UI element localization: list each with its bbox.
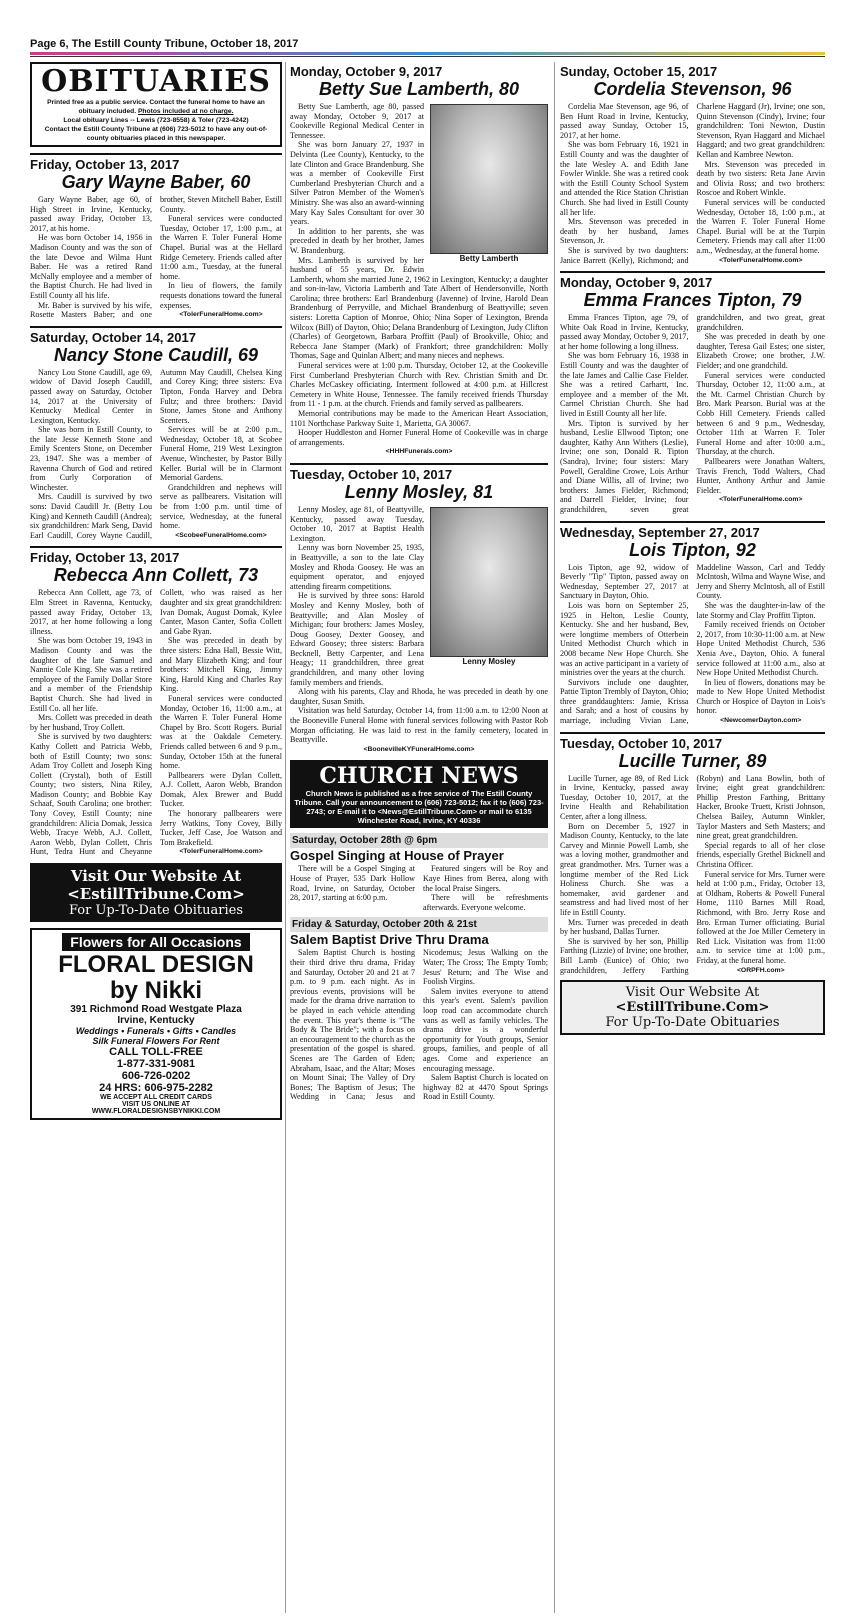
obit-name: Lenny Mosley, 81 bbox=[344, 481, 494, 502]
color-rule bbox=[30, 52, 825, 55]
ad-tollfree-label: CALL TOLL-FREE bbox=[109, 1046, 203, 1059]
column-divider bbox=[554, 62, 555, 1613]
column-left bbox=[30, 62, 282, 1120]
column-middle bbox=[290, 62, 548, 1102]
obit-source: <TolerFuneralHome.com> bbox=[179, 848, 263, 856]
church-event-gospel bbox=[290, 833, 548, 912]
church-event-drama bbox=[290, 917, 548, 1102]
ad-city: Irvine, Kentucky bbox=[117, 1015, 195, 1027]
obit-source: <ScobeeFuneralHome.com> bbox=[175, 531, 267, 539]
church-news-title: CHURCH NEWS bbox=[319, 763, 519, 790]
folio: Page 6, The Estill County Tribune, October 18, 2017 bbox=[30, 38, 299, 50]
rule bbox=[30, 56, 825, 57]
church-news-blurb: Church News is published as a free service of The Estill County Tribune. Call your announcement to (606) 723-5012; fax it to (606) 723-2743; or E-mail it to <News@EstillTribune.Com> or mail to 6135 Winchester Road, Irvine, KY 40336 bbox=[294, 789, 544, 826]
obit-body: Cordelia Mae Stevenson, age 96, of Ben Hunt Road in Irvine, Kentucky, passed away Sunday, October 15, 2017, at her home. She was born February 16, 1921 in Estill County and was the daughter of the late Wesley A. and Edith Jane Fowler Winkle. She was a retired cook with the Estill County School System and attended the Rice Station Christian Church. She had lived in Estill County all her life. Mrs. Stevenson was preceded in death by her husband, James Stevenson, Jr. She is survived by two daughters: Janice Barrett (Kelly), Richmond; and Charlene Haggard (Jr), Irvine; one son, Quinn Stevenson (Cindy), Irvine; four grandchildren: Toni Newton, Dustin Stevenson, Ryan Haggard and Michael Haggard; and two great grandchildren: Kellan and Kambree Newton. Mrs. Stevenson was preceded in death by two sisters: Reta Jane Arvin and Olivia Ross; and two brothers: Roscoe and Robert Winkle. Funeral services will be conducted Wednesday, October 18, 1:00 p.m., at the Warren F. Toler Funeral Home Chapel. Burial will be at the Turpin Cemetery. Friends may call after 11:00 a.m., Wednesday, at the funeral home. <TolerFuneralHome.com> bbox=[560, 102, 825, 265]
event-title: Gospel Singing at House of Prayer bbox=[290, 848, 504, 864]
portrait-photo bbox=[430, 507, 548, 657]
obit-date: Monday, October 9, 2017 bbox=[290, 64, 443, 79]
visit-website-banner[interactable]: Visit Our Website At <EstillTribune.Com> For Up-To-Date Obituaries bbox=[30, 863, 282, 922]
ad-online: VISIT US ONLINE AT bbox=[121, 1101, 191, 1109]
masthead-line3: Contact the Estill County Tribune at (606) 723-5012 to have any out-of-county obituaries placed in this newspaper. bbox=[44, 126, 268, 142]
obituary-stevenson bbox=[560, 62, 825, 265]
obit-name: Betty Sue Lamberth, 80 bbox=[318, 79, 520, 99]
obit-body: Nancy Lou Stone Caudill, age 69, widow of David Joseph Caudill, passed away on Saturday, October 14, 2017 at the University of Kentucky Medical Center in Lexington, Kentucky. She was born in Estill County, to the late Jesse Kenneth Stone and Emily Scenters Stone, on December 23, 1947. She was a member of Ravenna Church of God and retired from Curly Corporation of Winchester. Mrs. Caudill is survived by two sons: David Caudill Jr. (Betty Lou King) and Kenneth Caudill (Andrea); six grandchildren: Mark Seng, David Earl Caudill, Corey Wayne Caudill, Autumn May Caudill, Chelsea King and Corey King; three sisters: Eva Tipton, Fonda Harvey and Debra Fultz; and three brothers: David Stone, James Stone and Anthony Scenters. Services will be at 2:00 p.m., Wednesday, October 18, at Scobee Funeral Home, 219 West Lexington Avenue, Winchester, by Pastor Billy Keller. Burial will be in Clarmont Memorial Gardens. Grandchildren and nephews will serve as pallbearers. Visitation will be from 1:00 p.m. until time of service, Wednesday, at the funeral home. <ScobeeFuneralHome.com> bbox=[30, 367, 282, 540]
ad-phone: 606-726-0202 bbox=[121, 1070, 191, 1083]
masthead bbox=[30, 62, 282, 147]
obit-body: Lois Tipton, age 92, widow of Beverly "Tip" Tipton, passed away on Wednesday, September 27, 2017 at Sanctuary in Dayton, Ohio. Lois was born on September 25, 1925 in Helton, Leslie County, Kentucky. She and her husband, Bev, were longtime members of Otterbein United Methodist Church which in 2008 became New Hope Church. She was an active participant in a variety of ministries over the years at the church. Survivors include one daughter, Pattie Tipton Trembly of Dayton, Ohio; three granddaughters: Jamie, Krissa and Sarah; and a host of cousins by marriage, including Vivian Lane, Maddeline Wasson, Carl and Teddy McIntosh, Wilma and Wayne Wise, and Jerry and Sherry McIntosh, all of Estill County. She was the daughter-in-law of the late Stormy and Clay Proffitt Tipton. Family received friends on October 2, 2017, from 10:30-11:00 a.m. at New Hope United Methodist Church, 536 Xenia Ave., Dayton, Ohio. A funeral service followed at 11:00 a.m., also at New Hope United Methodist Church. In lieu of flowers, donations may be made to New Hope United Methodist Church or Hospice of Dayton in Lois's honor. <NewcomerDayton.com> bbox=[560, 562, 825, 726]
obit-date: Friday, October 13, 2017 bbox=[30, 153, 282, 172]
obituary-lamberth bbox=[290, 62, 548, 457]
florist-ad bbox=[30, 928, 282, 1120]
obit-name: Lucille Turner, 89 bbox=[618, 750, 767, 771]
obit-date: Friday, October 13, 2017 bbox=[30, 546, 282, 565]
obit-date: Tuesday, October 10, 2017 bbox=[560, 732, 825, 751]
obit-name: Rebecca Ann Collett, 73 bbox=[53, 565, 259, 586]
obit-body: Gary Wayne Baber, age 60, of High Street in Irvine, Kentucky, passed away Friday, October 13, 2017, at his home. He was born October 14, 1956 in Madison County and was the son of the late Devoe and Wilma Hunt Baber. He was a retired Rand McNally employee and a member of the Baptist Church. He had lived in Estill County all his life. Mr. Baber is survived by his wife, Rosette Masters Baber; and one brother, Steven Mitchell Baber, Estill County. Funeral services were conducted Tuesday, October 17, 1:00 p.m., at the Warren F. Toler Funeral Home Chapel. Burial was at the Hellard Ridge Cemetery. Friends called after 11:00 a.m., Tuesday, at the funeral home. In lieu of flowers, the family requests donations toward the funeral expenses. <TolerFuneralHome.com> bbox=[30, 195, 282, 320]
obit-photo bbox=[430, 104, 548, 264]
newspaper-page bbox=[30, 38, 825, 1613]
photo-caption: Betty Lamberth bbox=[459, 254, 519, 263]
ad-address: 391 Richmond Road Westgate Plaza bbox=[70, 1004, 242, 1016]
ad-rent: Silk Funeral Flowers For Rent bbox=[92, 1036, 220, 1047]
obit-name: Cordelia Stevenson, 96 bbox=[593, 79, 792, 99]
obit-body: Betty Lamberth Betty Sue Lamberth, age 80, passed away Monday, October 9, 2017 at Cookeville Regional Medical Center in Tennessee. She was born January 27, 1937 in Delvinta (Lee County), Kentucky, to the late Clinton and Grace Brandenburg. She was a member of Cookeville First Cumberland Presbyterian Church and a Silver Patron Member of the Women's Ministry. She was also an award-winning Mary Kay Sales Consultant for over 30 years. In addition to her parents, she was preceded in death by her brother, James W. Brandenburg. Mrs. Lamberth is survived by her husband of 55 years, Dr. Edwin Lamberth, whom she married June 2, 1962 in Lexington, Kentucky; a daughter and son-in-law, Victoria Lamberth and Tate Albert of Hendersonville, North Carolina; three brothers: Earl Brandenburg (Javenne) of Irvine, Harold Dean Brandenburg of Perryville, and Michael Brandenburg of Beattyville; seven sisters: Loretta Caption of Monroe, Ohio; Nina Soper of Lexington, Brenda Wilcox (Bill) of Dayton, Ohio; Delana Brandenburg of Lexington, Judy Clifton (Charles) of Georgetown, Barbara Proffitt (Paul) of Brookville, Ohio; and Rebecca Jane Stamper (Mark) of Frankfort; three grandchildren: Molly Thomas, Sage and Quinlan Albert; and many nieces and nephews. Funeral services were at 1:00 p.m. Thursday, October 12, at the Cookeville First Cumberland Presbyterian Church with Rev. Christian Smith and Dr. Charles McCaskey officiating. Interment followed at 4:00 p.m. at Hillcrest Cemetery in White House, Tennessee. The family received friends Thursday from 11 - 1 p.m. at the church. Friends and family served as pallbearers. Memorial contributions may be made to the American Heart Association, 1101 Northchase Parkway Suite 1, Marietta, GA 30067. Hooper Huddleston and Horner Funeral Home of Cookeville was in charge of arrangements. <HHHFunerals.com> bbox=[290, 102, 548, 456]
ad-services: Weddings • Funerals • Gifts • Candles bbox=[75, 1026, 237, 1037]
obituary-lois-tipton bbox=[560, 521, 825, 726]
ad-hours: 24 HRS: 606-975-2282 bbox=[99, 1082, 213, 1095]
obituary-caudill bbox=[30, 326, 282, 541]
ad-tollfree: 1-877-331-9081 bbox=[116, 1058, 196, 1071]
masthead-line1: Printed free as a public service. Contact the funeral home to have an obituary included. Photos included at no charge. bbox=[47, 99, 265, 115]
obit-source: <TolerFuneralHome.com> bbox=[719, 256, 803, 264]
obit-source: <TolerFuneralHome.com> bbox=[719, 496, 803, 504]
obit-date: Saturday, October 14, 2017 bbox=[30, 326, 282, 345]
event-title: Salem Baptist Drive Thru Drama bbox=[290, 932, 489, 948]
ad-name: FLORAL DESIGN bbox=[58, 951, 254, 979]
event-date: Friday & Saturday, October 20th & 21st bbox=[290, 917, 548, 932]
obituary-turner bbox=[560, 732, 825, 975]
ad-cards: WE ACCEPT ALL CREDIT CARDS bbox=[100, 1094, 212, 1102]
photo-caption: Lenny Mosley bbox=[462, 656, 516, 666]
event-body: Salem Baptist Church is hosting their third drive thru drama, Friday and Saturday, October 20 and 21 at 7 p.m. to 9 p.m. each night. As in previous events, provisions will be made for the drama drive narration to be played in each vehicle attending the event. This year's theme is "The Body & The Bride"; with a focus on an encouragement to the church as the presentation of the gospel is shared. Scenes are The Garden of Eden; Abraham, Isaac, and the Altar; Moses on Mount Sinai; The Valley of Dry Bones; The Baptism of Jesus; The Wedding in Cana; Jesus and Nicodemus; Jesus Walking on the Water; The Cross; The Empty Tomb; Jesus' Return; and The Wise and Foolish Virgins. Salem invites everyone to attend this year's event. Salem's pavilion loop road can accommodate church vans as well as family vehicles. The drama drive is a wonderful opportunity for Youth groups, Senior groups, families, and people of all ages. Come and experience an encouraging message. Salem Baptist Church is located on highway 82 at 4470 Spout Springs Road in Estill County. bbox=[290, 948, 548, 1102]
portrait-photo bbox=[430, 104, 548, 254]
obit-name: Nancy Stone Caudill, 69 bbox=[53, 344, 259, 365]
obit-date: Wednesday, September 27, 2017 bbox=[560, 521, 825, 540]
ad-tag: Flowers for All Occasions bbox=[62, 933, 249, 951]
obit-photo bbox=[430, 507, 548, 667]
obit-body: Emma Frances Tipton, age 79, of White Oak Road in Irvine, Kentucky, passed away Monday, October 9, 2017, at her home following a long illness. She was born February 16, 1938 in Estill County and was the daughter of the late James and Callie Case Fielder. She was a retired Carhartt, Inc. employee and a member of the Mt. Carmel Christian Church. She had lived in Estill County all her life. Mrs. Tipton is survived by her husband, Leslie Ellwood Tipton; one daughter, Kathy Ann Withers (Leslie), Irvine; one son, Donald R. Tipton (Sandra), Irvine; four sisters: Mary Powell, Geraldine Crowe, Lois Arthur and Diane Willis, all of Irvine; two brothers: James Fielder, Richmond; and Darrell Fielder, Irvine; four grandchildren, seven great grandchildren, and two great, great grandchildren. She was preceded in death by one daughter, Teresa Gail Estes; one sister, Elizabeth Crowe; one brother, J.W. Fielder; and one grandchild. Funeral services were conducted Thursday, October 12, 11:00 a.m., at the Mt. Carmel Christian Church by Bro. Mark Pearson. Burial was at the Cobb Hill Cemetery. Friends called between 6 and 9 p.m., Wednesday, October 11th at Warren F. Toler Funeral Home and after 10:00 a.m., Thursday, at the church. Pallbearers were Jonathan Walters, Travis French, Todd Walters, Chad Hunter, Anthony Arthur and Jamie Fielder. <TolerFuneralHome.com> bbox=[560, 313, 825, 514]
column-divider bbox=[285, 62, 286, 1613]
obituary-mosley bbox=[290, 463, 548, 754]
event-body: There will be a Gospel Singing at House of Prayer, 535 Dark Hollow Road, Irvine, on Saturday, October 28, 2017, starting at 6:00 p.m. Featured singers will be Roy and Kaye Hines from Berea, along with the local Praise Singers. There will be refreshments afterwards. Everyone welcome. bbox=[290, 864, 548, 912]
obituary-collett bbox=[30, 546, 282, 857]
visit-website-box[interactable]: Visit Our Website At <EstillTribune.Com> For Up-To-Date Obituaries bbox=[560, 980, 825, 1035]
obit-date: Monday, October 9, 2017 bbox=[560, 271, 825, 290]
obit-date: Tuesday, October 10, 2017 bbox=[290, 463, 548, 482]
obit-body: Lenny Mosley Lenny Mosley, age 81, of Beattyville, Kentucky, passed away Tuesday, October 10, 2017 at Baptist Health Lexington. Lenny was born November 25, 1935, in Beattyville, a son to the late Clay Mosley and Rhoda Goosey. He was an equipment operator, and enjoyed attending firearm competitions. He is survived by three sons: Harold Mosley and Kenny Mosley, both of Beattyville; and Alan Mosley of Michigan; four brothers: James Mosley, Doug Goosey, Dexter Goosey, and Edward Goosey; three sisters: Barbara Becknell, Betty Carpenter, and Lena Heagy; 11 grandchildren, three great grandchildren, and many other loving family members and friends. Along with his parents, Clay and Rhoda, he was preceded in death by one daughter, Susan Smith. Visitation was held Saturday, October 14, from 11:00 a.m. to 12:00 Noon at the Booneville Funeral Home with funeral services following with Pastor Rob Morgan officiating. He was laid to rest in the family cemetery, located in Beattyville. <BoonevilleKYFuneralHome.com> bbox=[290, 504, 548, 753]
masthead-line2: Local obituary Lines -- Lewis (723-8558) & Toler (723-4242) bbox=[63, 117, 249, 124]
obit-name: Gary Wayne Baber, 60 bbox=[61, 172, 251, 192]
obit-source: <NewcomerDayton.com> bbox=[720, 717, 802, 725]
church-news-header bbox=[290, 760, 548, 828]
obit-source: <TolerFuneralHome.com> bbox=[179, 311, 263, 319]
event-date: Saturday, October 28th @ 6pm bbox=[290, 833, 548, 848]
obit-date: Sunday, October 15, 2017 bbox=[560, 64, 718, 79]
obit-body: Rebecca Ann Collett, age 73, of Elm Street in Ravenna, Kentucky, passed away Friday, October 13, 2017, at her home following a long illness. She was born October 19, 1943 in Madison County and was the daughter of the late Samuel and Nannie Cole King. She was a retired employee of the Family Dollar Store and a member of the Friendship Baptist Church. She had lived in Estill Co. all her life. Mrs. Collett was preceded in death by her husband, Troy Collett. She is survived by two daughters: Kathy Collett and Patricia Webb, both of Estill County; two sons: Adam Troy Collett and Joseph King Collett (Crystal), both of Estill County; two sisters, Nina Riley, Madison County; and Bobbie Kay Schaaf, South Carolina; one brother: Tony Covey, Estill County; nine grandchildren: Alicia Domak, Jessica Webb, Tracye Webb, A.J. Collett, Aaron Webb, Dylan Collett, Chris Hunt, Tedra Hunt and Cheyanne Collett, who was raised as her daughter and six great grandchildren: Ivan Domak, August Domak, Kylee Canter, Mason Canter, Sofia Collett and Gabe Ryan. She was preceded in death by three sisters: Edna Hall, Bessie Witt, and Mary Elizabeth King; and four brothers: Mitchell King, Jimmy King, Harold King and Charles Ray King. Funeral services were conducted Monday, October 16, 11:00 a.m., at the Warren F. Toler Funeral Home Chapel by Bro. Scott Rogers. Burial was at the Oakdale Cemetery. Friends called between 6 and 9 p.m., Sunday, October 15th at the funeral home. Pallbearers were Dylan Collett, A.J. Collett, Aaron Webb, Brandon Domak, Alex Brewer and Budd Tucker. The honorary pallbearers were Jerry Watkins, Tony Covey, Billy Tucker, Jeff Case, Joe Watson and Tom Brakefield. <TolerFuneralHome.com> bbox=[30, 588, 282, 857]
obit-source: <BoonevilleKYFuneralHome.com> bbox=[363, 745, 475, 753]
ad-url[interactable]: WWW.FLORALDESIGNSBYNIKKI.COM bbox=[91, 1108, 221, 1116]
ad-name2: by Nikki bbox=[109, 977, 203, 1005]
masthead-title: OBITUARIES bbox=[41, 64, 271, 99]
obit-name: Emma Frances Tipton, 79 bbox=[583, 290, 802, 311]
obituary-emma-tipton bbox=[560, 271, 825, 514]
obituary-baber bbox=[30, 153, 282, 320]
column-right bbox=[560, 62, 825, 1035]
obit-name: Lois Tipton, 92 bbox=[629, 539, 756, 560]
obit-source: <HHHFunerals.com> bbox=[385, 448, 453, 456]
obit-body: Lucille Turner, age 89, of Red Lick in Irvine, Kentucky, passed away Tuesday, October 10, 2017, at the Irvine Health and Rehabilitation Center, after a long illness. Born on December 5, 1927 in Madison County, Kentucky, to the late Carvey and Minnie Powell Lamb, she was a loving mother, grandmother and great grandmother. Mrs. Turner was a longtime member of the Red Lick Holiness Church. She was a homemaker, avid gardener and seamstress and had lived most of her life in Estill County. Mrs. Turner was preceded in death by her husband, Dallas Turner. She is survived by her son, Phillip Farthing (Lizzie) of Irvine; one brother, Bill Lamb (Eunice) of Ohio; two grandchildren, Jeffery Farthing (Robyn) and Lana Bowlin, both of Irvine; eight great grandchildren: Phillip Preston Farthing, Brittany Hacker, Brooke Truett, Kristi Johnson, Chelsea Bailey, Autumn Winkler, Taylor Masters and Seth Masters; and nine great, great grandchildren. Special regards to all of her close friends, especially Grethel Bicknell and Christina Officer. Funeral service for Mrs. Turner were held at 1:00 p.m., Friday, October 13, at Oldham, Roberts & Powell Funeral Home, 1110 Barnes Mill Road, Richmond, with Bro. Jerry Rose and Bro. Erman Turner officiating. Burial followed at the Joe Miller Cemetery in Red Lick. Visitation was from 11:00 a.m. to service time at 1:00 p.m., Friday, at the funeral home. <ORPFH.com> bbox=[560, 773, 825, 975]
obit-source: <ORPFH.com> bbox=[736, 966, 785, 974]
